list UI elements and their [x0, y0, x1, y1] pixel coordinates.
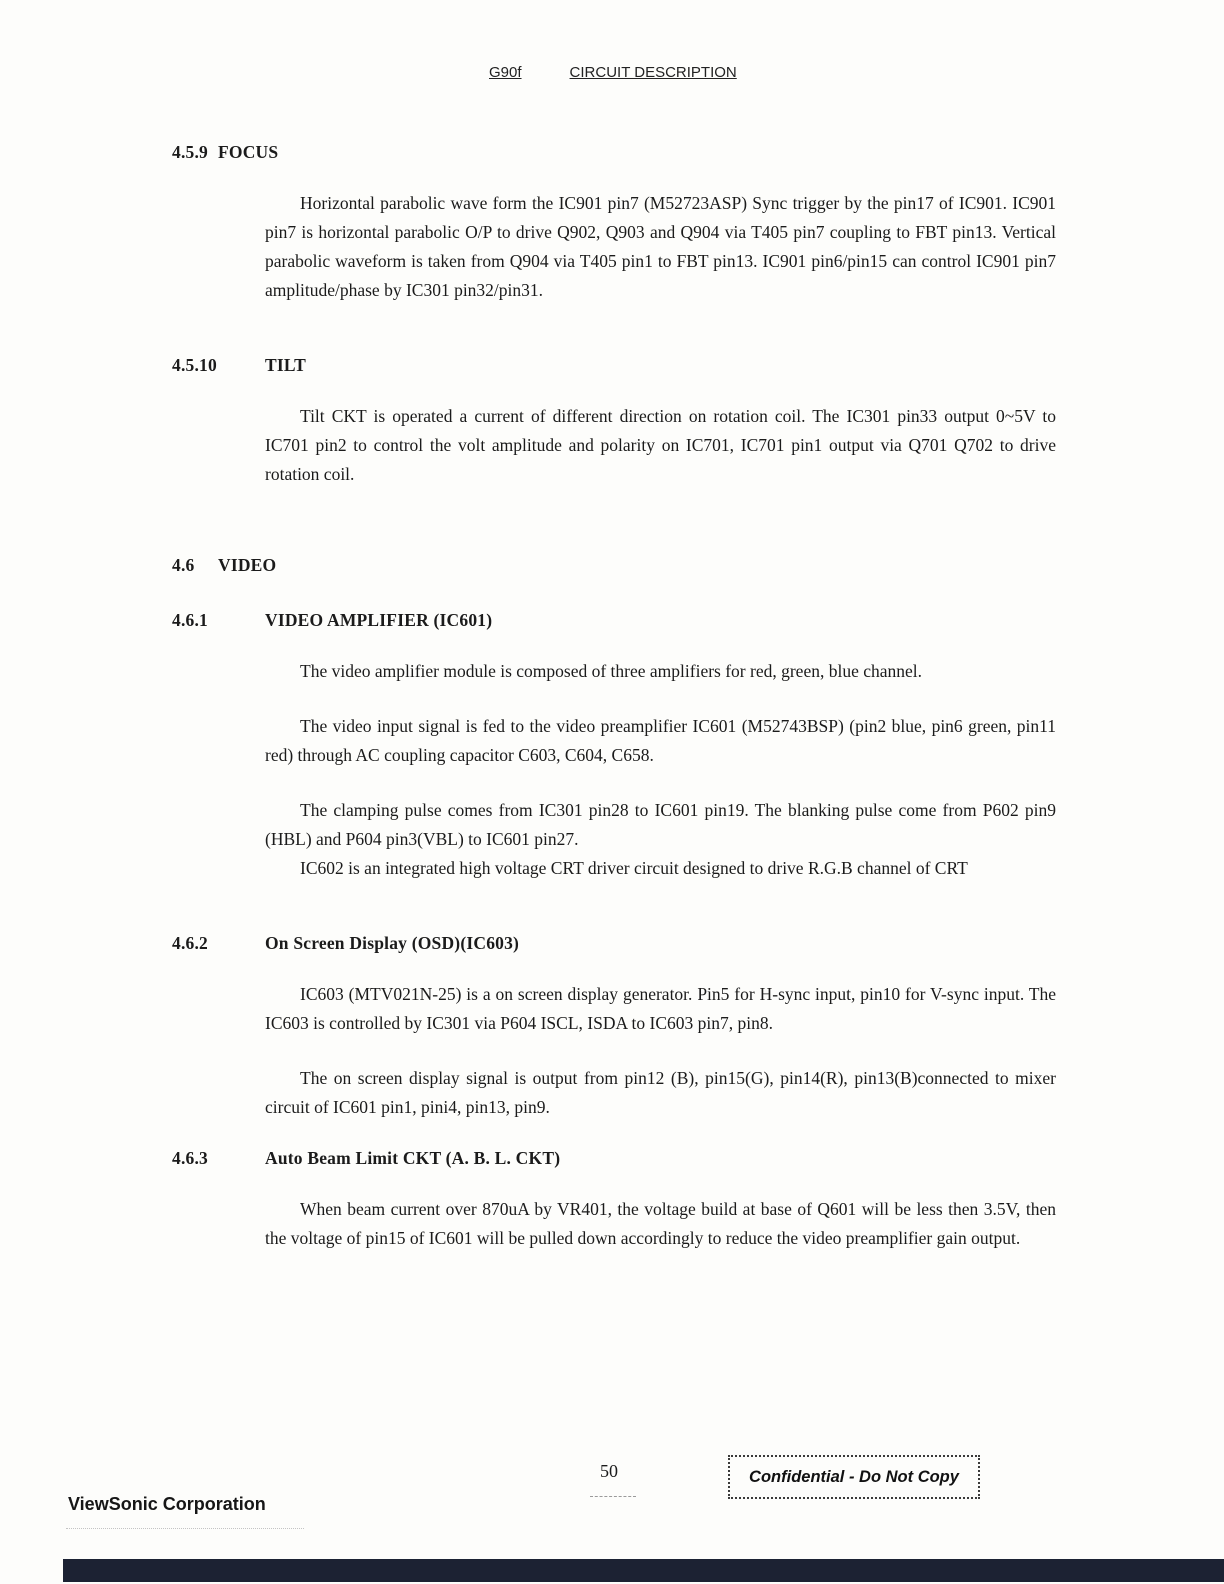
- section-heading-focus: [172, 142, 1056, 163]
- section-number: 4.6.3: [172, 1148, 208, 1168]
- page-title: CIRCUIT DESCRIPTION: [569, 64, 737, 81]
- paragraph: Tilt CKT is operated a current of different direction on rotation coil. The IC301 pin33 output 0~5V to IC701 pin2 to control the volt amplitude and polarity on IC701, IC701 pin1 output via Q701 Q702 to drive rotation coil.: [265, 406, 1056, 484]
- section-title: On Screen Display (OSD)(IC603): [265, 933, 520, 953]
- page-header: [489, 64, 737, 81]
- section-number: 4.5.10: [172, 355, 217, 375]
- section-heading-tilt: [172, 355, 1056, 376]
- paragraph: IC603 (MTV021N-25) is a on screen display generator. Pin5 for H-sync input, pin10 for V-sync input. The IC603 is controlled by IC301 via P604 ISCL, ISDA to IC603 pin7, pin8.: [265, 984, 1056, 1033]
- section-heading-abl: [172, 1148, 1056, 1169]
- page-number: 50: [600, 1461, 618, 1481]
- confidential-stamp: [728, 1455, 980, 1499]
- model-number: G90f: [489, 64, 522, 81]
- section-number: 4.5.9: [172, 142, 208, 162]
- paragraph: The on screen display signal is output from pin12 (B), pin15(G), pin14(R), pin13(B)connected to mixer circuit of IC601 pin1, pini4, pin13, pin9.: [265, 1068, 1056, 1117]
- document-body: [172, 142, 1056, 1253]
- paragraph: The video input signal is fed to the video preamplifier IC601 (M52743BSP) (pin2 blue, pin6 green, pin11 red) through AC coupling capacitor C603, C604, C658.: [265, 716, 1056, 765]
- section-number: 4.6.1: [172, 610, 208, 630]
- paragraph: IC602 is an integrated high voltage CRT driver circuit designed to drive R.G.B channel of CRT: [300, 858, 968, 878]
- section-title: FOCUS: [218, 142, 279, 162]
- paragraph: The video amplifier module is composed of three amplifiers for red, green, blue channel.: [300, 661, 923, 681]
- section-heading-video: [172, 555, 1056, 576]
- section-heading-video-amplifier: [172, 610, 1056, 631]
- page-number-underline: [590, 1496, 636, 1497]
- section-number: 4.6.2: [172, 933, 208, 953]
- section-title: Auto Beam Limit CKT (A. B. L. CKT): [265, 1148, 561, 1168]
- section-title: VIDEO AMPLIFIER (IC601): [265, 610, 493, 630]
- section-heading-osd: [172, 933, 1056, 954]
- confidential-text: Confidential - Do Not Copy: [749, 1467, 959, 1486]
- paragraph: When beam current over 870uA by VR401, the voltage build at base of Q601 will be less then 3.5V, then the voltage of pin15 of IC601 will be pulled down accordingly to reduce the video preamplifier gain output.: [265, 1199, 1056, 1248]
- section-title: VIDEO: [218, 555, 277, 575]
- company-underline: [66, 1528, 304, 1529]
- footer-bar: [63, 1559, 1224, 1582]
- paragraph: Horizontal parabolic wave form the IC901 pin7 (M52723ASP) Sync trigger by the pin17 of IC901. IC901 pin7 is horizontal parabolic O/P to drive Q902, Q903 and Q904 via T405 pin7 coupling to FBT pin13. Vertical parabolic waveform is taken from Q904 via T405 pin1 to FBT pin13. IC901 pin6/pin15 can control IC901 pin7 amplitude/phase by IC301 pin32/pin31.: [265, 193, 1056, 300]
- paragraph: The clamping pulse comes from IC301 pin28 to IC601 pin19. The blanking pulse come from P602 pin9 (HBL) and P604 pin3(VBL) to IC601 pin27.: [265, 800, 1056, 849]
- section-number: 4.6: [172, 555, 195, 575]
- company-name: ViewSonic Corporation: [68, 1494, 266, 1514]
- section-title: TILT: [265, 355, 307, 375]
